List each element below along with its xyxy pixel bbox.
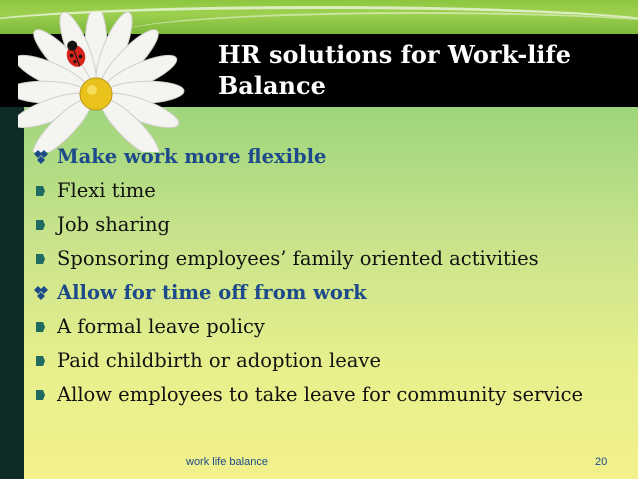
- square-bullet-icon: [33, 319, 57, 335]
- bullet-text: Flexi time: [57, 179, 156, 202]
- footer-text: work life balance: [186, 456, 268, 468]
- bullet-item: [33, 242, 633, 276]
- bullet-item: [33, 208, 633, 242]
- bullet-text: Allow employees to take leave for community service: [57, 383, 584, 406]
- square-bullet-icon: [33, 251, 57, 267]
- slide-title-line2: Balance: [218, 71, 326, 100]
- bullet-text: Sponsoring employees’ family oriented activities: [57, 247, 539, 270]
- page-number: 20: [595, 456, 608, 468]
- left-strip: [0, 107, 24, 479]
- square-bullet-icon: [33, 183, 57, 199]
- bullet-list: [33, 140, 633, 412]
- flower-ladybug-icon: [18, 12, 188, 152]
- bullet-item: [33, 174, 633, 208]
- bullet-item: [33, 344, 633, 378]
- diamond-bullet-icon: [33, 149, 57, 165]
- square-bullet-icon: [33, 353, 57, 369]
- bullet-text: Paid childbirth or adoption leave: [57, 349, 381, 372]
- slide-title: [218, 39, 618, 101]
- bullet-text: A formal leave policy: [57, 315, 265, 338]
- diamond-bullet-icon: [33, 285, 57, 301]
- bullet-text: Job sharing: [57, 213, 171, 236]
- slide-title-line1: HR solutions for Work-life: [218, 40, 572, 69]
- bullet-heading: [33, 276, 633, 310]
- bullet-item: [33, 378, 633, 412]
- bullet-item: [33, 310, 633, 344]
- square-bullet-icon: [33, 217, 57, 233]
- bullet-heading: [33, 140, 633, 174]
- bullet-text: Allow for time off from work: [57, 281, 367, 304]
- bullet-text: Make work more flexible: [57, 145, 327, 168]
- square-bullet-icon: [33, 387, 57, 403]
